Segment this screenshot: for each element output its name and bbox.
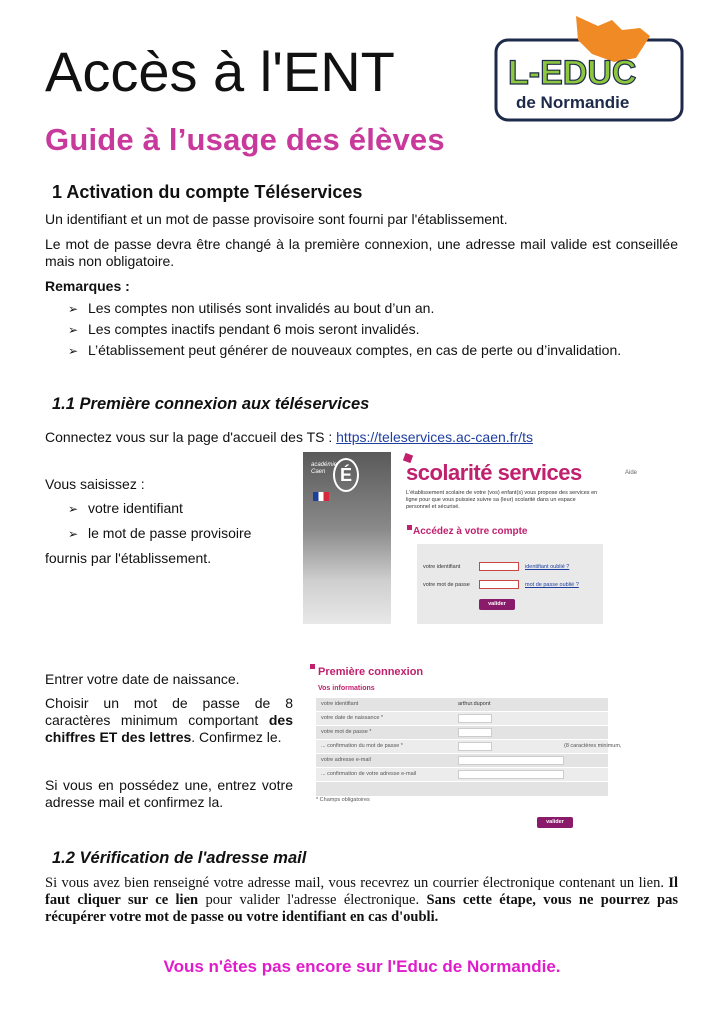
academie-label: académie Caen (311, 462, 338, 475)
input-item: ➢ le mot de passe provisoire (68, 525, 252, 541)
teleservices-link[interactable]: https://teleservices.ac-caen.fr/ts (336, 429, 533, 445)
password-choice-text: Choisir un mot de passe de 8 caractères minimum comportant des chiffres ET des lettres. Confirmez le. (45, 695, 293, 745)
arrow-bullet-icon: ➢ (68, 527, 79, 541)
remarks-title: Remarques : (45, 278, 130, 294)
section-1-1-heading: 1.1 Première connexion aux téléservices (52, 395, 370, 413)
informations-subtitle: Vos informations (318, 685, 375, 692)
scolarite-services-brand: scolarité services (406, 460, 582, 485)
academie-e-logo-icon: É (333, 458, 359, 492)
access-title: Accédez à votre compte (413, 526, 528, 537)
section-1-2-heading: 1.2 Vérification de l'adresse mail (52, 849, 307, 867)
intro-text: L'établissement scolaire de votre (vos) enfant(s) vous propose des services en ligne pour que vous puissiez suivre sa (leur) scolarité dans un espace personnel et sécurisé. (406, 490, 598, 510)
required-fields-note: * Champs obligatoires (316, 797, 370, 803)
arrow-bullet-icon: ➢ (68, 344, 79, 358)
svg-text:de Normandie: de Normandie (516, 93, 630, 112)
fournis-text: fournis par l'établissement. (45, 550, 212, 566)
svg-text:L-EDUC: L-EDUC (508, 54, 637, 92)
identifiant-input[interactable] (479, 562, 519, 571)
arrow-bullet-icon: ➢ (68, 302, 79, 316)
validate-button[interactable]: valider (479, 599, 515, 610)
identifiant-value: arthur.dupont (458, 701, 491, 707)
connect-instruction: Connectez vous sur la page d'accueil des TS : https://teleservices.ac-caen.fr/ts (45, 429, 533, 445)
birthdate-text: Entrer votre date de naissance. (45, 671, 240, 687)
birthdate-input[interactable] (458, 714, 492, 723)
input-item: ➢ votre identifiant (68, 500, 183, 516)
validate-button[interactable]: valider (537, 817, 573, 828)
arrow-marker-icon (407, 525, 412, 530)
form-row: votre mot de passe * (316, 726, 608, 740)
login-form (417, 544, 603, 624)
remark-item: ➢ Les comptes inactifs pendant 6 mois seront invalidés. (68, 321, 420, 337)
first-connection-title: Première connexion (318, 666, 424, 678)
password-input[interactable] (479, 580, 519, 589)
form-row: ... confirmation de votre adresse e-mail (316, 768, 608, 782)
login-screenshot (303, 452, 638, 624)
confirm-password-input[interactable] (458, 742, 492, 751)
section-1-2-paragraph: Si vous avez bien renseigné votre adresse mail, vous recevrez un courrier électronique contenant un lien. Il faut cliquer sur ce lien pour valider l'adresse électronique. Sans cette étape, vous ne pourrez pas récupérer votre mot de passe ou votre identifiant en cas d'oubli. (45, 875, 679, 925)
password-label: votre mot de passe (423, 582, 470, 588)
form-row: votre date de naissance * (316, 712, 608, 726)
page-title: Accès à l'ENT (45, 40, 395, 103)
email-input[interactable] (458, 756, 564, 765)
page-subtitle: Guide à l’usage des élèves (45, 122, 445, 157)
form-row: votre adresse e-mail (316, 754, 608, 768)
arrow-bullet-icon: ➢ (68, 502, 79, 516)
saisissez-text: Vous saisissez : (45, 476, 145, 492)
academie-banner (303, 452, 391, 624)
form-row: votre identifiant arthur.dupont (316, 698, 608, 712)
password-hint: (8 caractères minimum, (564, 743, 622, 749)
email-text: Si vous en possédez une, entrez votre adresse mail et confirmez la. (45, 777, 293, 810)
forgot-password-link[interactable]: mot de passe oublié ? (525, 582, 579, 588)
arrow-marker-icon (310, 664, 315, 669)
form-row: ... confirmation du mot de passe * (8 caractères minimum, (316, 740, 608, 754)
confirm-email-input[interactable] (458, 770, 564, 779)
forgot-id-link[interactable]: identifiant oublié ? (525, 564, 570, 570)
footer-callout: Vous n'êtes pas encore sur l'Educ de Normandie. (163, 957, 561, 976)
information-form (316, 698, 622, 796)
first-connection-screenshot (308, 664, 622, 832)
section-1-paragraph-2: Le mot de passe devra être changé à la première connexion, une adresse mail valide est conseillée mais non obligatoire. (45, 236, 678, 269)
help-link[interactable]: Aide (625, 470, 638, 476)
section-1-heading: 1 Activation du compte Téléservices (52, 182, 363, 202)
form-row-spacer (316, 782, 608, 797)
remark-item: ➢ L’établissement peut générer de nouveaux comptes, en cas de perte ou d’invalidation. (68, 342, 622, 358)
french-flag-icon (313, 492, 329, 501)
arrow-bullet-icon: ➢ (68, 323, 79, 337)
identifiant-label: votre identifiant (423, 564, 461, 570)
leduc-normandie-logo (494, 14, 684, 122)
section-1-paragraph-1: Un identifiant et un mot de passe provisoire sont fourni par l'établissement. (45, 211, 508, 227)
new-password-input[interactable] (458, 728, 492, 737)
remark-item: ➢ Les comptes non utilisés sont invalidés au bout d’un an. (68, 300, 435, 316)
